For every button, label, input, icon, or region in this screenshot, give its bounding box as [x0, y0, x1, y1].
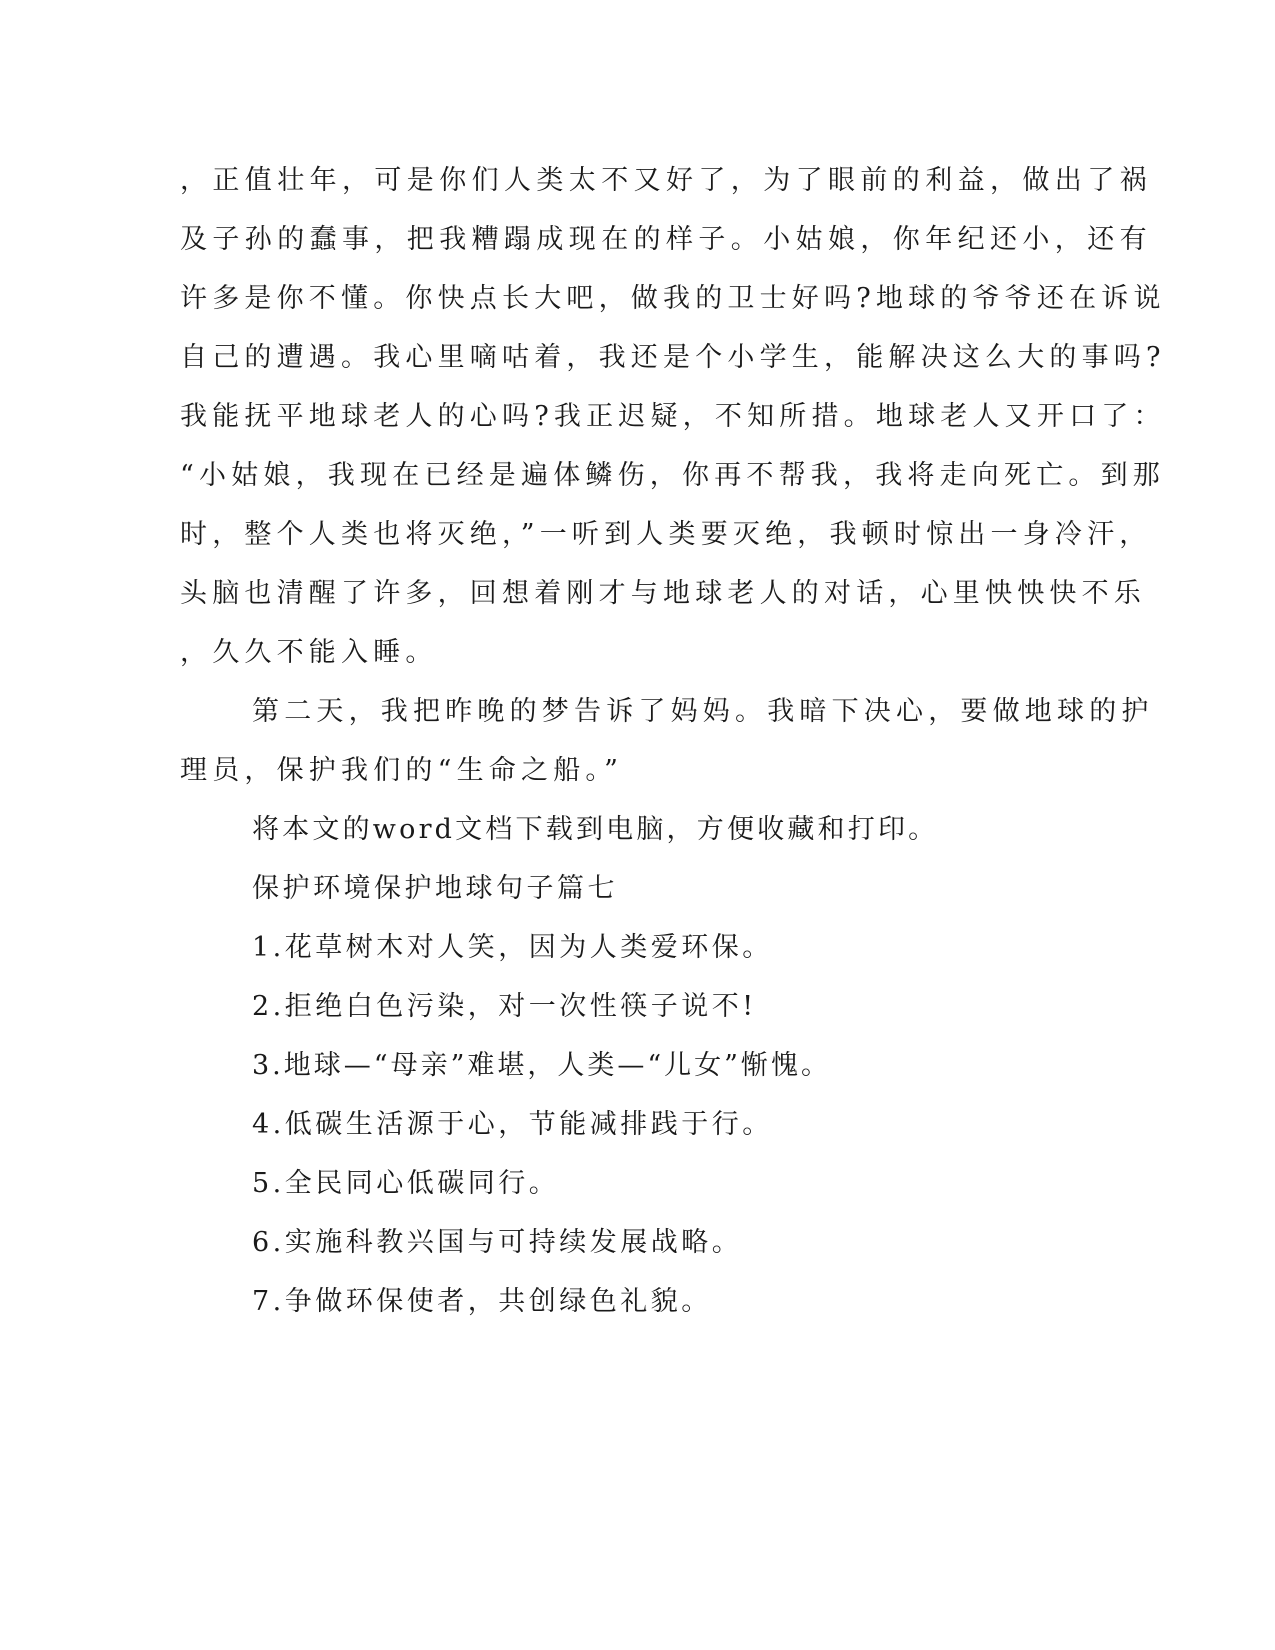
- list-item-3: 3.地球—“母亲”难堪，人类—“儿女”惭愧。: [252, 1050, 831, 1081]
- list-item: [0, 1046, 1275, 1086]
- text-line-10: 第二天，我把昨晚的梦告诉了妈妈。我暗下决心，要做地球的护: [252, 696, 1154, 727]
- paragraph-line: [0, 220, 1275, 260]
- list-item-1: 1.花草树木对人笑，因为人类爱环保。: [252, 932, 773, 963]
- text-line-9: ，久久不能入睡。: [180, 637, 438, 668]
- paragraph-line: [0, 397, 1275, 437]
- list-item: [0, 987, 1275, 1027]
- paragraph-line: [0, 751, 1275, 791]
- text-line-11: 理员，保护我们的“生命之船。”: [180, 755, 624, 786]
- text-line-5: 我能抚平地球老人的心吗?我正迟疑，不知所措。地球老人又开口了：: [180, 401, 1166, 432]
- section-heading: [0, 869, 1275, 909]
- text-line-4: 自己的遭遇。我心里嘀咕着，我还是个小学生，能解决这么大的事吗?: [180, 342, 1166, 373]
- list-item-5: 5.全民同心低碳同行。: [252, 1168, 560, 1199]
- text-line-1: ，正值壮年，可是你们人类太不又好了，为了眼前的利益，做出了祸: [180, 165, 1152, 196]
- list-item-2: 2.拒绝白色污染，对一次性筷子说不!: [252, 991, 757, 1022]
- text-line-7: 时，整个人类也将灭绝，”一听到人类要灭绝，我顿时惊出一身冷汗，: [180, 519, 1152, 550]
- text-line-6: “小姑娘，我现在已经是遍体鳞伤，你再不帮我，我将走向死亡。到那: [180, 460, 1166, 491]
- list-item-4: 4.低碳生活源于心，节能减排践于行。: [252, 1109, 773, 1140]
- list-item-7: 7.争做环保使者，共创绿色礼貌。: [252, 1286, 712, 1317]
- text-line-2: 及子孙的蠢事，把我糟蹋成现在的样子。小姑娘，你年纪还小，还有: [180, 224, 1152, 255]
- paragraph-line: [0, 574, 1275, 614]
- paragraph-line: [0, 692, 1275, 732]
- list-item: [0, 1282, 1275, 1322]
- list-item: [0, 1164, 1275, 1204]
- section-title: 保护环境保护地球句子篇七: [252, 873, 618, 904]
- list-item: [0, 1223, 1275, 1263]
- list-item: [0, 928, 1275, 968]
- paragraph-line: [0, 456, 1275, 496]
- paragraph-line: [0, 810, 1275, 850]
- paragraph-line: [0, 338, 1275, 378]
- paragraph-line: [0, 633, 1275, 673]
- paragraph-line: [0, 161, 1275, 201]
- download-note: 将本文的word文档下载到电脑，方便收藏和打印。: [252, 814, 939, 845]
- list-item: [0, 1105, 1275, 1145]
- text-line-3: 许多是你不懂。你快点长大吧，做我的卫士好吗?地球的爷爷还在诉说: [180, 283, 1166, 314]
- list-item-6: 6.实施科教兴国与可持续发展战略。: [252, 1227, 743, 1258]
- text-line-8: 头脑也清醒了许多，回想着刚才与地球老人的对话，心里怏怏快不乐: [180, 578, 1146, 609]
- paragraph-line: [0, 515, 1275, 555]
- paragraph-line: [0, 279, 1275, 319]
